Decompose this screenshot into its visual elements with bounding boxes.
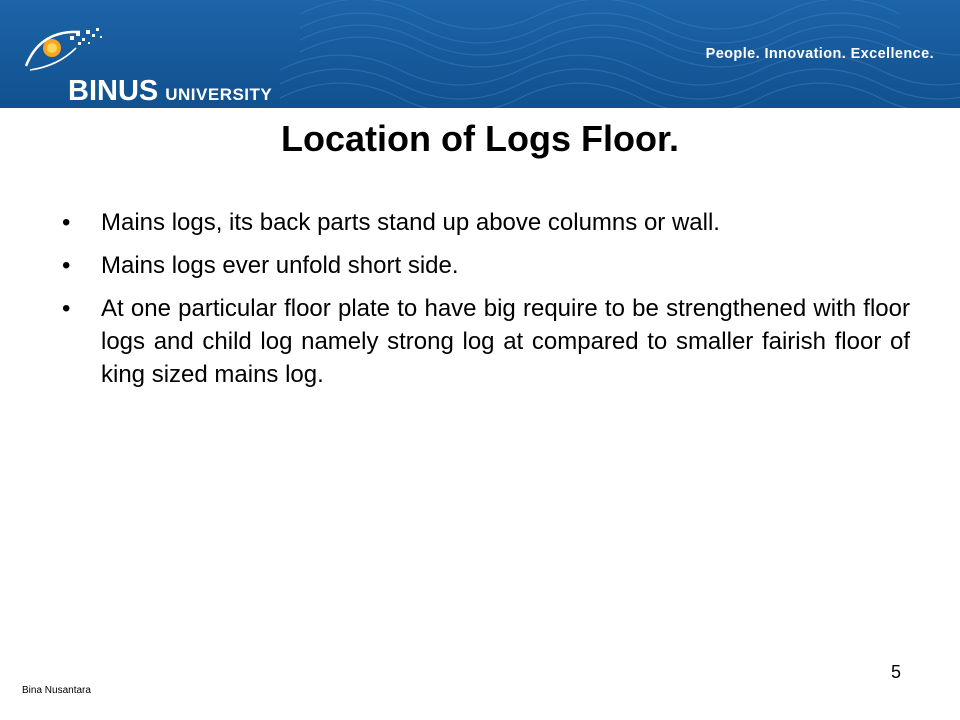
logo-subtitle: UNIVERSITY [165, 85, 273, 104]
logo-wordmark [68, 75, 272, 108]
bullet-marker: • [62, 252, 71, 279]
footer-organization: Bina Nusantara [22, 685, 91, 696]
bullet-text: Mains logs, its back parts stand up above columns or wall. [101, 209, 720, 236]
logo-emblem-icon [18, 20, 148, 80]
bullet-marker: • [62, 209, 71, 236]
bullet-item [60, 206, 910, 239]
bullet-text: At one particular floor plate to have big require to be strengthened with floor logs and child log namely strong log at compared to smaller fairish floor of king sized mains log. [101, 295, 910, 388]
bullet-text: Mains logs ever unfold short side. [101, 252, 459, 279]
tagline: People. Innovation. Excellence. [705, 46, 934, 62]
bullet-marker: • [62, 295, 71, 322]
header-banner [0, 0, 960, 108]
bullet-list [60, 206, 910, 401]
slide-title: Location of Logs Floor. [281, 118, 679, 159]
bullet-item [60, 292, 910, 391]
bullet-item [60, 249, 910, 282]
logo-name: BINUS [68, 75, 159, 107]
binus-logo [18, 20, 288, 107]
page-number: 5 [891, 662, 902, 682]
